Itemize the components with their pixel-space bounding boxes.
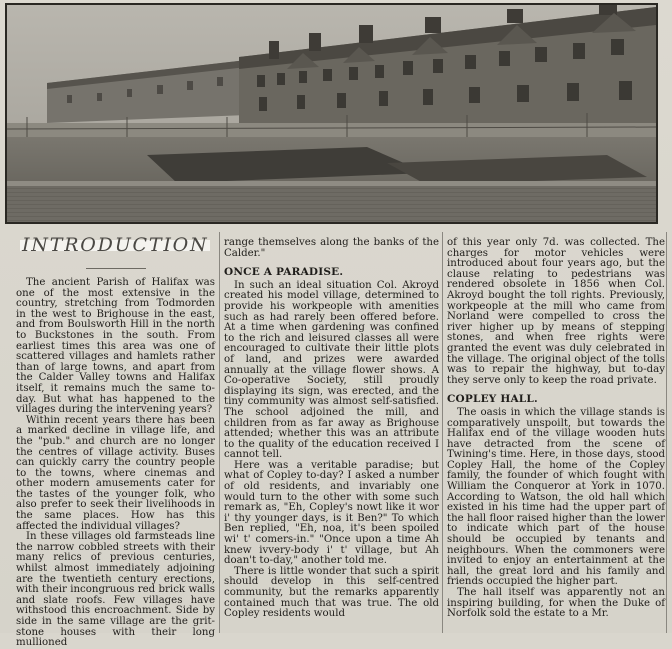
article-title: INTRODUCTION xyxy=(22,234,209,256)
paragraph: Here was a veritable paradise; but what of Copley to-day? I asked a number of old residents, and invariably one would turn to the other with some such remark as, "Eh, Copley's nowt like it wor i' thy younger days, is it Ben?" To which Ben replied, "Eh, noa, it's been spoiled wi' t' comers-in." "Once upon a time Ah knew ivvery-body i' t' village, but Ah doan't to-day," another told me. xyxy=(224,459,439,567)
title-block xyxy=(16,234,215,278)
paragraph: The ancient Parish of Halifax was one of the most extensive in the country, stretching from Todmorden in the west to Brighouse in the east, and from Boulsworth Hill in the north to Buckstones in the south. From earliest times this area was one of scattered villages and hamlets rather than of large towns, and apart from the Calder Valley towns and Halifax itself, it remains much the same to-day. But what has happened to the villages during the intervening years? xyxy=(16,277,215,416)
column-rule xyxy=(666,232,667,633)
article-column-2 xyxy=(224,238,439,633)
column-rule xyxy=(442,232,443,633)
article-column-3 xyxy=(447,238,665,633)
paragraph: In these villages old farmsteads line the narrow cobbled streets with their many relics of previous centuries, whilst almost immediately adjoining are the twentieth century erections, with their incongruous red brick walls and slate roofs. Few villages have withstood this encroachment. Side by side in the same village are the grit-stone houses with their long mullioned xyxy=(16,531,215,649)
title-underline xyxy=(86,268,146,269)
paragraph: Within recent years there has been a marked decline in village life, and the "pub." and church are no longer the centres of village activity. Buses can quickly carry the country people to the towns, where cinemas and other modern amusements cater for the tastes of the younger folk, who also prefer to seek their livelihoods in the same places. How has this affected the individual villages? xyxy=(16,414,215,532)
photograph-terraced-houses xyxy=(5,3,658,224)
paragraph: The hall itself was apparently not an inspiring building, for when the Duke of Norfolk sold the estate to a Mr. xyxy=(447,587,665,620)
article-column-1 xyxy=(16,234,215,649)
paragraph: In such an ideal situation Col. Akroyd created his model village, determined to provide his workpeople with amenities such as had rarely been offered before. At a time when gardening was confined to the rich and leisured classes all were encouraged to cultivate their little plots of land, and prizes were awarded annually at the village flower shows. A Co-operative Society, still proudly displaying its sign, was erected, and the tiny community was almost self-satisfied. The school adjoined the mill, and children from as far away as Brighouse attended; whether this was an attribute to the quality of the education received I cannot tell. xyxy=(224,279,439,461)
column-rule xyxy=(219,232,220,633)
paragraph: The oasis in which the village stands is comparatively unspoilt, but towards the Halifax end of the village wooden huts have detracted from the scene of Twining's time. Here, in those days, stood Copley Hall, the home of the Copley family, the founder of which fought with William the Conqueror at York in 1070. According to Watson, the old hall which existed in his time had the upper part of the hall floor raised higher than the lower to indicate which part of the house should be occupied by tenants and neighbours. When the commoners were invited to enjoy an entertainment at the hall, the great lord and his family and friends occupied the higher part. xyxy=(447,406,665,588)
paragraph-continued: range themselves along the banks of the Calder." xyxy=(224,237,439,259)
paragraph: There is little wonder that such a spirit should develop in this self-centred community, but the remarks apparently contained much that was true. The old Copley residents would xyxy=(224,565,439,620)
paragraph-continued: of this year only 7d. was collected. The charges for motor vehicles were introduced about four years ago, but the clause relating to pedestrians was rendered obsolete in 1856 when Col. Akroyd bought the toll rights. Previously, workpeople at the mill who came from Norland were compelled to cross the river higher up by means of stepping stones, and when free rights were granted the event was duly celebrated in the village. The original object of the tolls was to repair the highway, but to-day they serve only to keep the road private. xyxy=(447,237,665,386)
section-heading: ONCE A PARADISE. xyxy=(224,266,344,279)
section-heading: COPLEY HALL. xyxy=(447,393,538,406)
photo-illustration xyxy=(7,5,656,222)
